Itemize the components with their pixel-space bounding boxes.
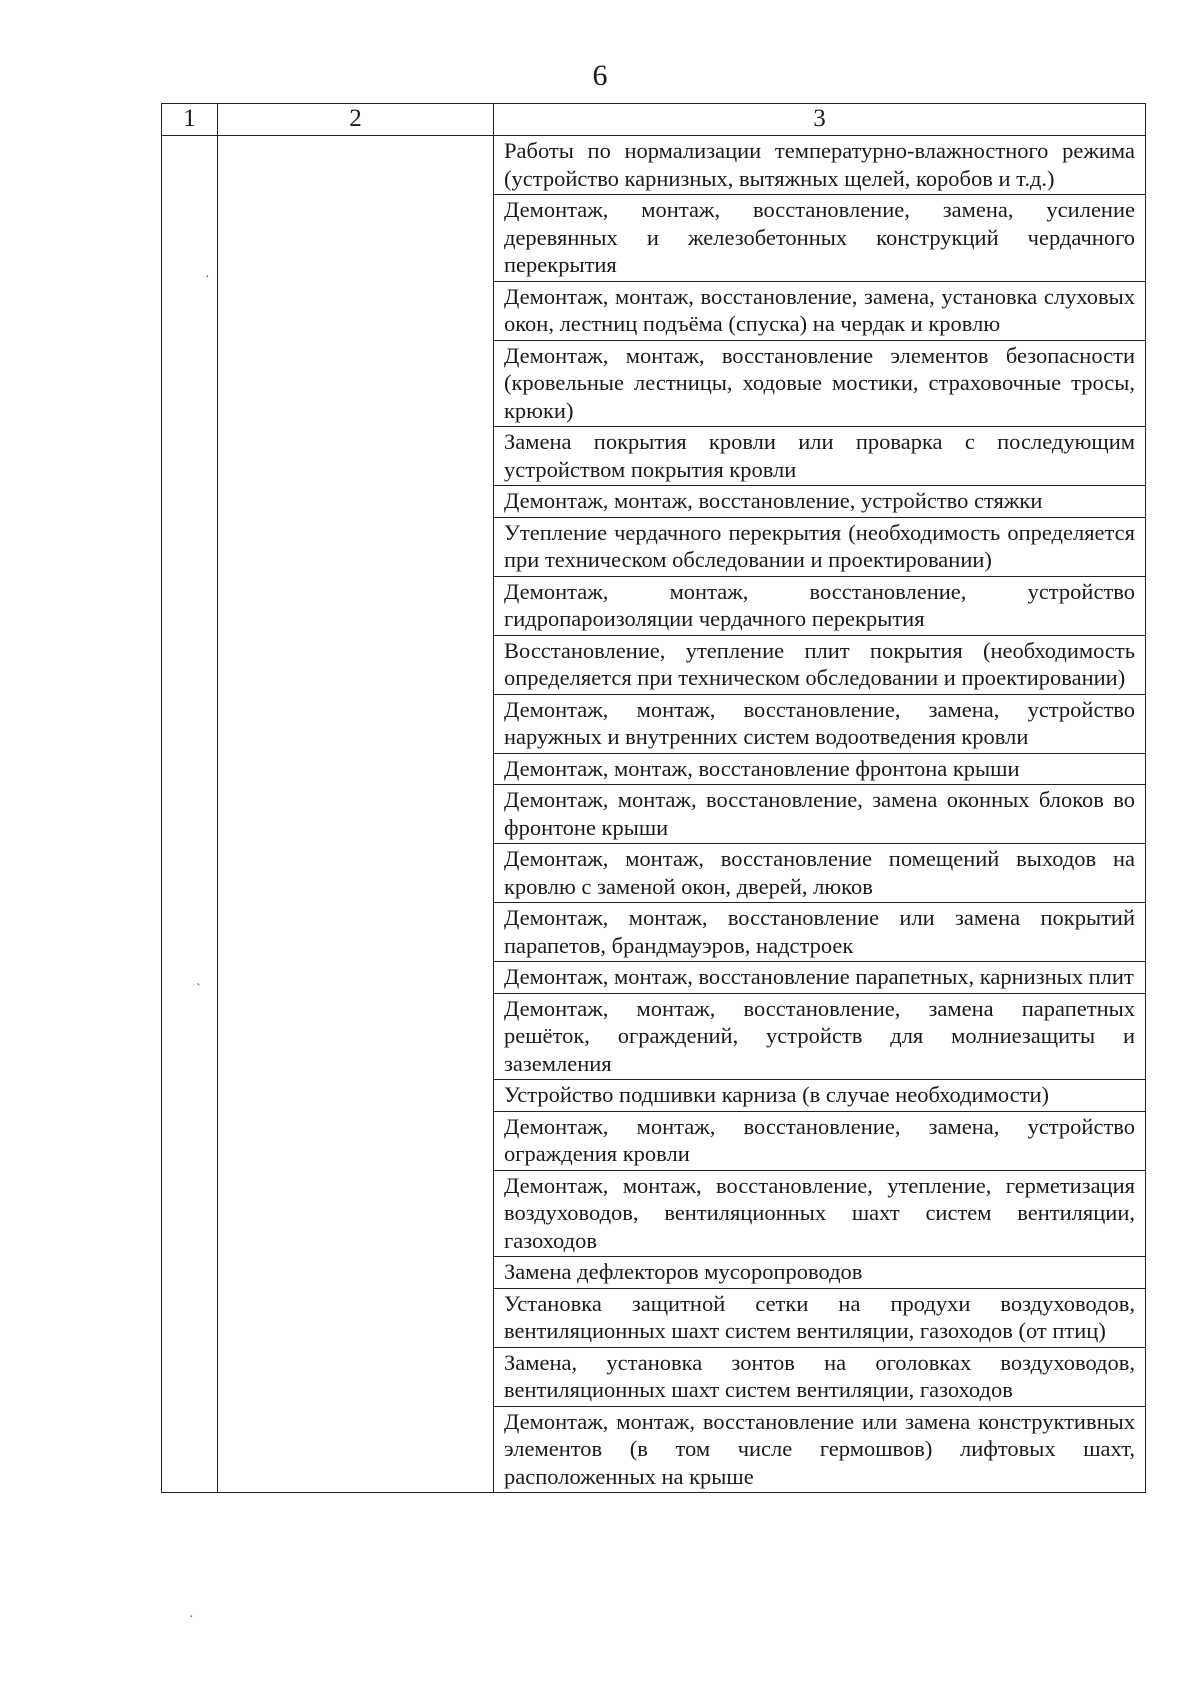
work-item-text: Демонтаж, монтаж, восстановление помещений выходов на кровлю с заменой окон, дверей, люков	[494, 844, 1145, 903]
work-item-text: Демонтаж, монтаж, восстановление парапетных, карнизных плит	[494, 962, 1145, 994]
work-item-text: Демонтаж, монтаж, восстановление, устройство гидропароизоляции чердачного перекрытия	[494, 576, 1145, 635]
page-number: 6	[592, 59, 608, 92]
work-item-text: Демонтаж, монтаж, восстановление элементов безопасности (кровельные лестницы, ходовые мостики, страховочные тросы, крюки)	[494, 340, 1145, 427]
work-item-row	[494, 517, 1145, 576]
header-row	[162, 104, 1146, 136]
work-item-row	[494, 1111, 1145, 1170]
work-item-row	[494, 195, 1145, 282]
work-item-row	[494, 1080, 1145, 1112]
work-item-row	[494, 136, 1145, 195]
work-item-row	[494, 576, 1145, 635]
work-item-row	[494, 844, 1145, 903]
work-item-text: Демонтаж, монтаж, восстановление или замена покрытий парапетов, брандмауэров, надстроек	[494, 903, 1145, 962]
column-3-cell	[494, 136, 1146, 1493]
work-item-text: Демонтаж, монтаж, восстановление, замена, устройство наружных и внутренних систем водоотведения кровли	[494, 694, 1145, 753]
work-item-row	[494, 486, 1145, 518]
scan-speck: `	[196, 982, 201, 997]
work-item-text: Демонтаж, монтаж, восстановление, замена парапетных решёток, ограждений, устройств для молниезащиты и заземления	[494, 993, 1145, 1080]
work-item-text: Замена покрытия кровли или проварка с последующим устройством покрытия кровли	[494, 427, 1145, 486]
column-header-2: 2	[218, 104, 494, 136]
column-2-cell	[218, 136, 494, 1493]
work-item-text: Демонтаж, монтаж, восстановление, утепление, герметизация воздуховодов, вентиляционных шахт систем вентиляции, газоходов	[494, 1170, 1145, 1257]
work-item-row	[494, 1406, 1145, 1492]
work-item-text: Установка защитной сетки на продухи воздуховодов, вентиляционных шахт систем вентиляции, газоходов (от птиц)	[494, 1288, 1145, 1347]
work-item-text: Устройство подшивки карниза (в случае необходимости)	[494, 1080, 1145, 1112]
work-item-text: Демонтаж, монтаж, восстановление, замена, усиление деревянных и железобетонных конструкций чердачного перекрытия	[494, 195, 1145, 282]
work-items-list	[494, 136, 1145, 1492]
scan-speck: ·	[205, 270, 210, 285]
work-item-row	[494, 1257, 1145, 1289]
work-item-text: Демонтаж, монтаж, восстановление, устройство стяжки	[494, 486, 1145, 518]
column-1-cell	[162, 136, 218, 1493]
work-item-row	[494, 1347, 1145, 1406]
work-item-text: Работы по нормализации температурно-влажностного режима (устройство карнизных, вытяжных щелей, коробов и т.д.)	[494, 136, 1145, 195]
work-item-row	[494, 340, 1145, 427]
work-item-text: Замена, установка зонтов на оголовках воздуховодов, вентиляционных шахт систем вентиляции, газоходов	[494, 1347, 1145, 1406]
work-item-row	[494, 785, 1145, 844]
work-item-row	[494, 427, 1145, 486]
work-item-text: Демонтаж, монтаж, восстановление, замена, установка слуховых окон, лестниц подъёма (спуска) на чердак и кровлю	[494, 281, 1145, 340]
work-item-text: Утепление чердачного перекрытия (необходимость определяется при техническом обследовании и проектировании)	[494, 517, 1145, 576]
work-item-row	[494, 635, 1145, 694]
work-item-row	[494, 753, 1145, 785]
work-item-text: Демонтаж, монтаж, восстановление или замена конструктивных элементов (в том числе гермошвов) лифтовых шахт, расположенных на крыше	[504, 1408, 1135, 1489]
work-item-row	[494, 694, 1145, 753]
work-item-row	[494, 903, 1145, 962]
work-item-row	[494, 993, 1145, 1080]
works-table	[161, 103, 1146, 1493]
work-item-row	[494, 1288, 1145, 1347]
work-item-row	[494, 962, 1145, 994]
column-header-3: 3	[494, 104, 1146, 136]
work-item-text: Демонтаж, монтаж, восстановление фронтона крыши	[494, 753, 1145, 785]
column-header-1: 1	[162, 104, 218, 136]
work-item-row	[494, 281, 1145, 340]
work-item-text: Демонтаж, монтаж, восстановление, замена, устройство ограждения кровли	[494, 1111, 1145, 1170]
scan-speck: ·	[189, 1610, 194, 1625]
work-item-text: Замена дефлекторов мусоропроводов	[494, 1257, 1145, 1289]
work-item-row	[494, 1170, 1145, 1257]
work-item-text: Демонтаж, монтаж, восстановление, замена оконных блоков во фронтоне крыши	[494, 785, 1145, 844]
work-item-text: Восстановление, утепление плит покрытия (необходимость определяется при техническом обследовании и проектировании)	[494, 635, 1145, 694]
